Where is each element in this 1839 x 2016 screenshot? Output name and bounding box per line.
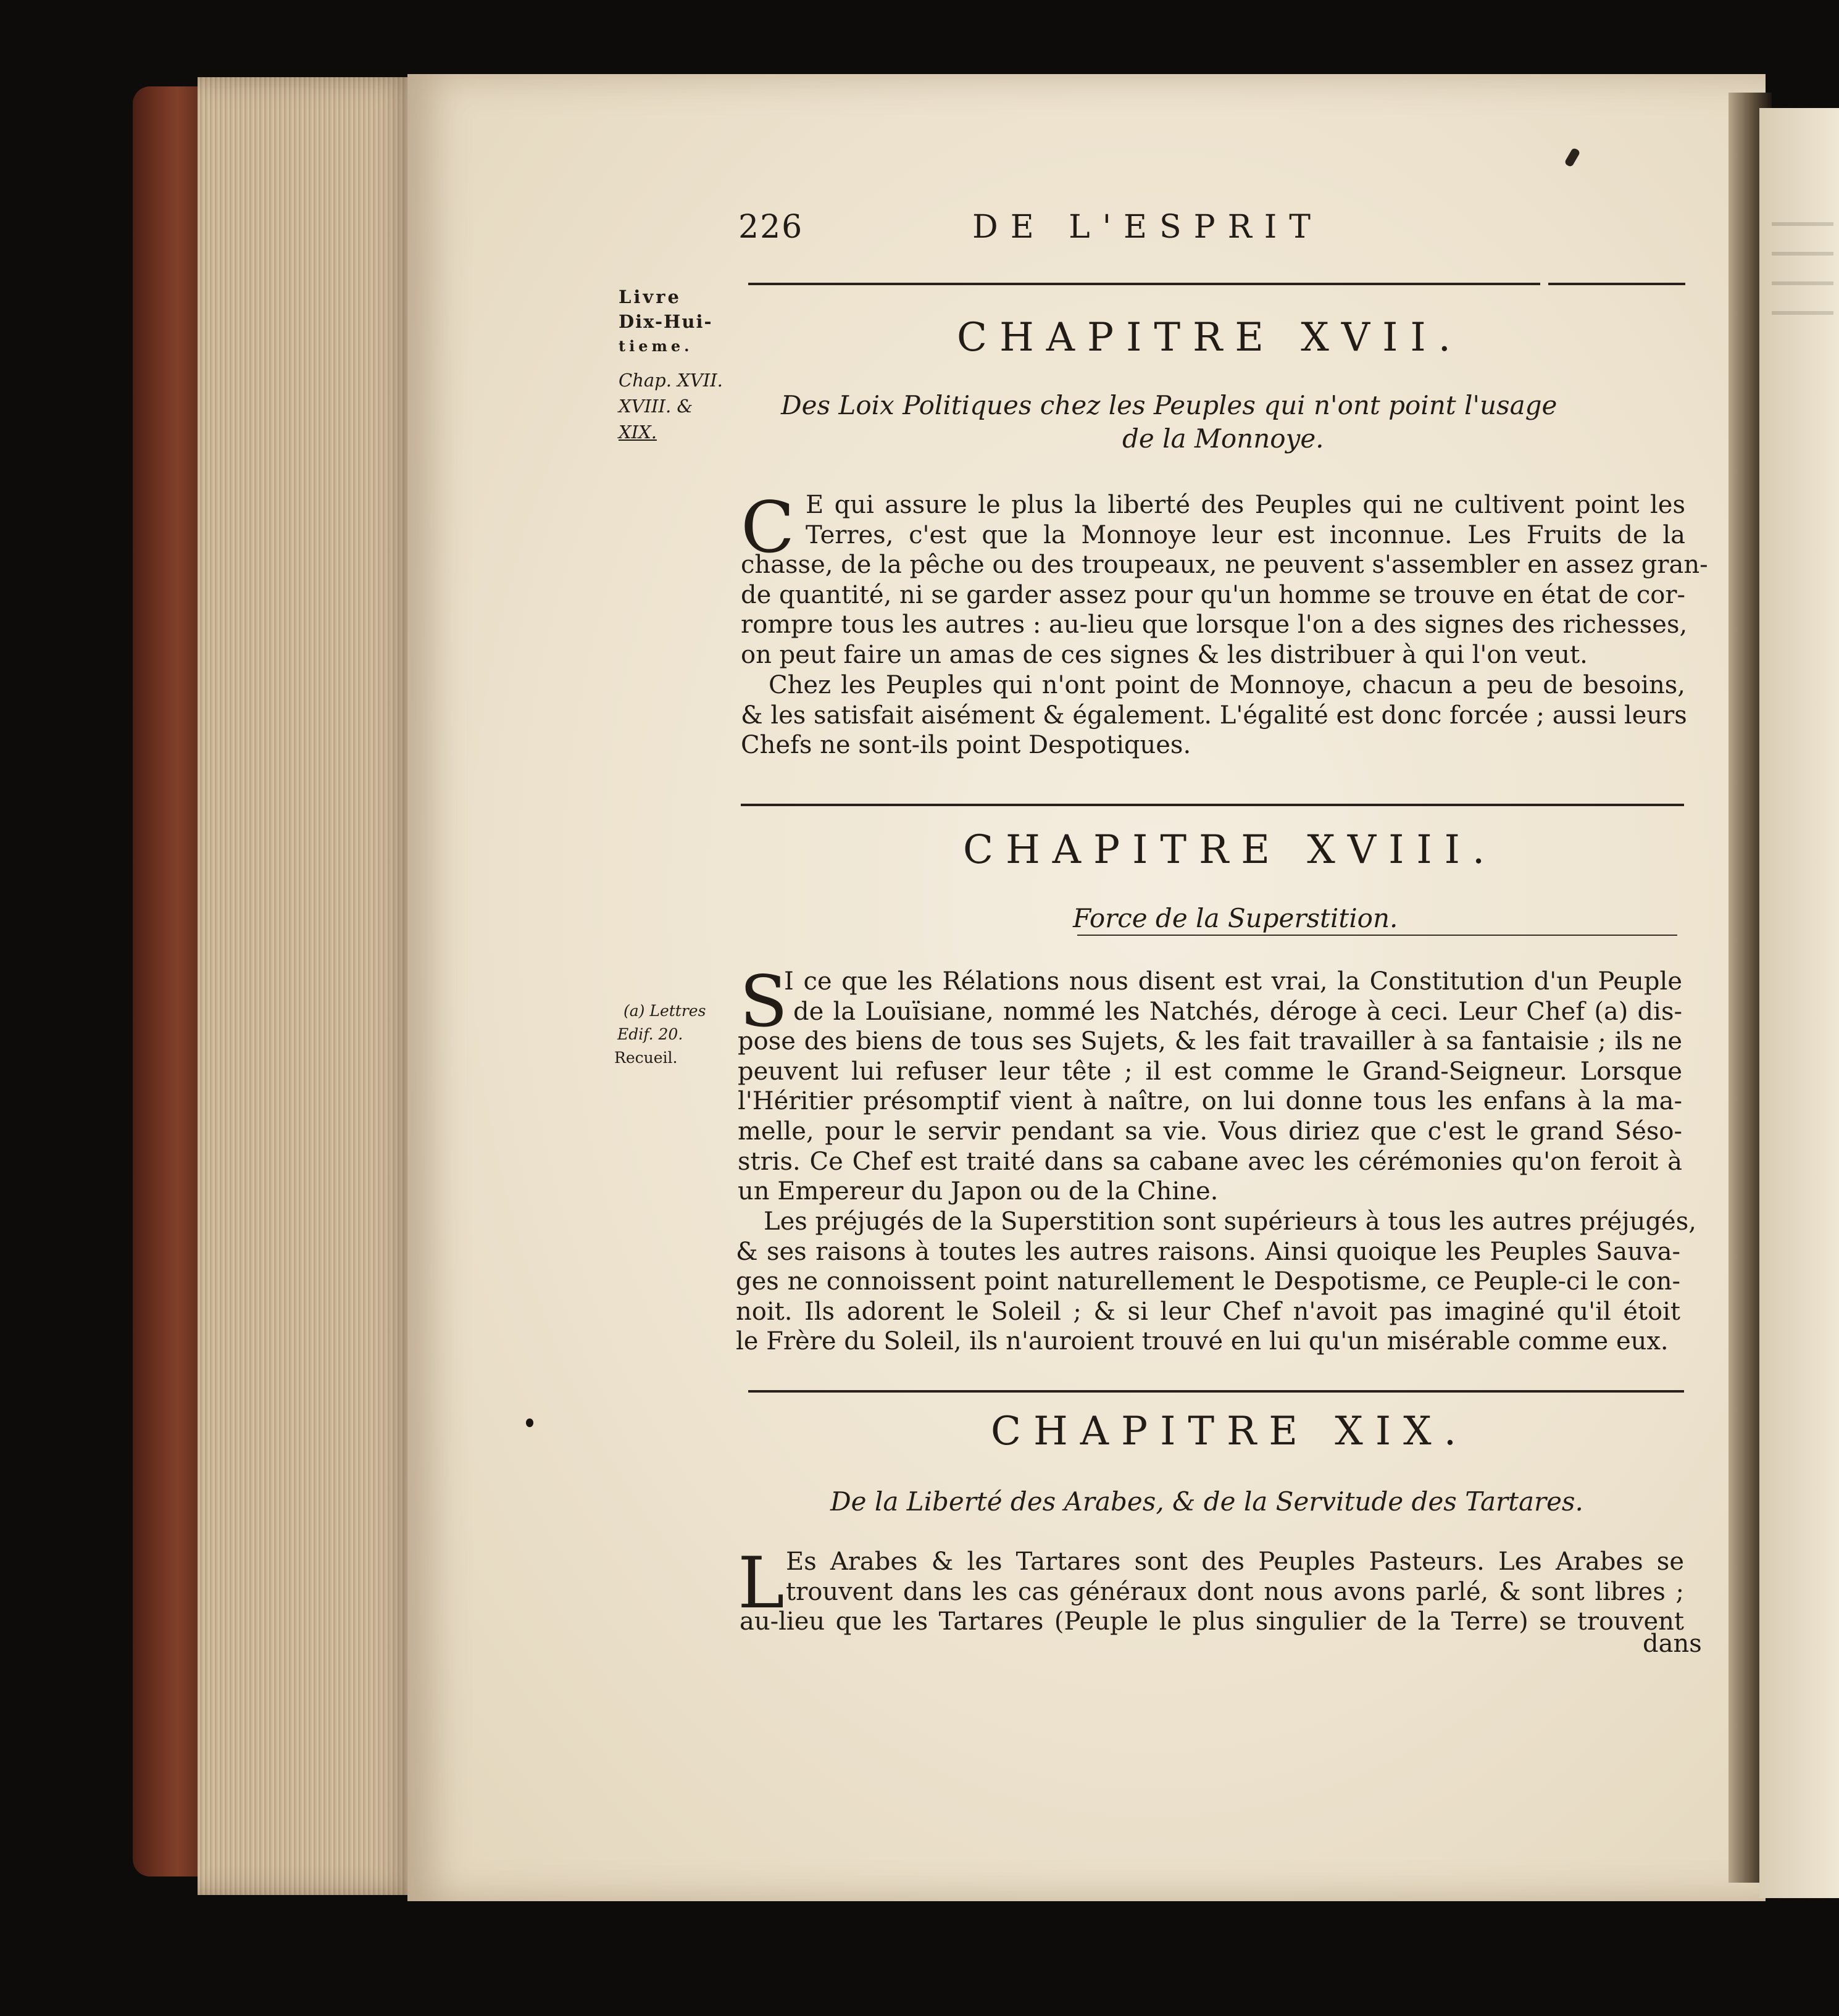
text-line: de quantité, ni se garder assez pour qu'un homme se trouve en état de cor- (741, 580, 1685, 609)
facing-page (1759, 108, 1839, 1898)
text-line: le Frère du Soleil, ils n'auroient trouvé en lui qu'un misérable comme eux. (736, 1327, 1669, 1356)
text-line: & les satisfait aisément & également. L'égalité est donc forcée ; aussi leurs (741, 701, 1687, 730)
text-line: Terres, c'est que la Monnoye leur est inconnue. Les Fruits de la (806, 520, 1685, 549)
text-line: l'Héritier présomptif vient à naître, on lui donne tous les enfans à la ma- (738, 1087, 1682, 1116)
margin-line: tieme. (619, 337, 693, 355)
chapter-17-subtitle: Des Loix Politiques chez les Peuples qui n'ont point l'usage (781, 390, 1558, 420)
chapter-18-paragraph-2 (736, 1207, 1696, 1357)
margin-line: Edif. 20. (617, 1025, 683, 1043)
running-title: DE L'ESPRIT (972, 209, 1323, 246)
header-rule (748, 283, 1540, 285)
text-line: chasse, de la pêche ou des troupeaux, ne peuvent s'assembler en assez gran- (741, 551, 1708, 580)
page-edges (198, 77, 420, 1895)
text-line: on peut faire un amas de ces signes & les distribuer à qui l'on veut. (741, 640, 1588, 669)
text-line: & ses raisons à toutes les autres raisons. Ainsi quoique les Peuples Sauva- (736, 1237, 1680, 1266)
margin-line: Recueil. (614, 1049, 678, 1067)
text-line: de la Louïsiane, nommé les Natchés, déroge à ceci. Leur Chef (a) dis- (793, 997, 1682, 1026)
text-line: pose des biens de tous ses Sujets, & les fait travailler à sa fantaisie ; ils ne (738, 1027, 1682, 1056)
chapter-19-paragraph-1 (738, 1542, 1684, 1637)
chapter-18-title: CHAPITRE XVIII. (963, 827, 1498, 873)
text-line: melle, pour le servir pendant sa vie. Vous diriez que c'est le grand Séso- (738, 1117, 1682, 1146)
chapter-rule (741, 804, 1684, 806)
drop-cap: S (740, 960, 788, 1043)
chapter-rule (748, 1390, 1684, 1393)
chapter-17-title: CHAPITRE XVII. (957, 315, 1463, 360)
text-line: noit. Ils adorent le Soleil ; & si leur Chef n'avoit pas imaginé qu'il étoit (736, 1297, 1680, 1326)
chapter-19-title: CHAPITRE XIX. (991, 1409, 1469, 1454)
chapter-18-paragraph-1 (738, 960, 1682, 1207)
text-line: trouvent dans les cas généraux dont nous avons parlé, & sont libres ; (786, 1577, 1684, 1606)
chapter-17-subtitle: de la Monnoye. (1122, 423, 1324, 454)
chapter-17-paragraph-2 (741, 670, 1685, 760)
text-line: E qui assure le plus la liberté des Peuples qui ne cultivent point les (806, 491, 1685, 519)
chapter-18-subtitle: Force de la Superstition. (1073, 903, 1398, 933)
chapter-19-subtitle: De la Liberté des Arabes, & de la Servitude des Tartares. (830, 1486, 1583, 1517)
text-line: peuvent lui refuser leur tête ; il est comme le Grand-Seigneur. Lorsque (738, 1057, 1682, 1086)
text-line: un Empereur du Japon ou de la Chine. (738, 1177, 1219, 1206)
header-rule (1548, 283, 1685, 285)
margin-line: XVIII. & (619, 396, 693, 417)
text-line: rompre tous les autres : au-lieu que lorsque l'on a des signes des richesses, (741, 610, 1688, 639)
text-line: I ce que les Rélations nous disent est vrai, la Constitution d'un Peuple (784, 967, 1682, 996)
subtitle-rule (1077, 935, 1677, 936)
ink-spot (526, 1418, 533, 1427)
drop-cap: L (738, 1542, 785, 1624)
text-line: Chez les Peuples qui n'ont point de Monnoye, chacun a peu de besoins, (769, 671, 1685, 699)
margin-line: Livre (619, 286, 682, 307)
text-line: Chefs ne sont-ils point Despotiques. (741, 731, 1191, 760)
text-line: au-lieu que les Tartares (Peuple le plus singulier de la Terre) se trouvent (740, 1607, 1684, 1636)
text-line: Les préjugés de la Superstition sont supérieurs à tous les autres préjugés, (764, 1207, 1696, 1236)
facing-page-text (1772, 222, 1833, 333)
margin-line: Chap. XVII. (619, 370, 723, 391)
text-line: stris. Ce Chef est traité dans sa cabane avec les cérémonies qu'on feroit à (738, 1147, 1682, 1176)
drop-cap: C (741, 486, 795, 569)
margin-line: Dix-Hui- (619, 311, 713, 332)
chapter-17-paragraph-1 (741, 486, 1708, 670)
text-line: ges ne connoissent point naturellement le Despotisme, ce Peuple-ci le con- (736, 1267, 1680, 1296)
book-cover (133, 86, 207, 1876)
catchword: dans (1643, 1630, 1702, 1658)
page-number: 226 (738, 209, 804, 246)
margin-line: (a) Lettres (623, 1002, 706, 1020)
margin-line: XIX. (619, 422, 657, 443)
text-line: Es Arabes & les Tartares sont des Peuples Pasteurs. Les Arabes se (786, 1547, 1684, 1576)
